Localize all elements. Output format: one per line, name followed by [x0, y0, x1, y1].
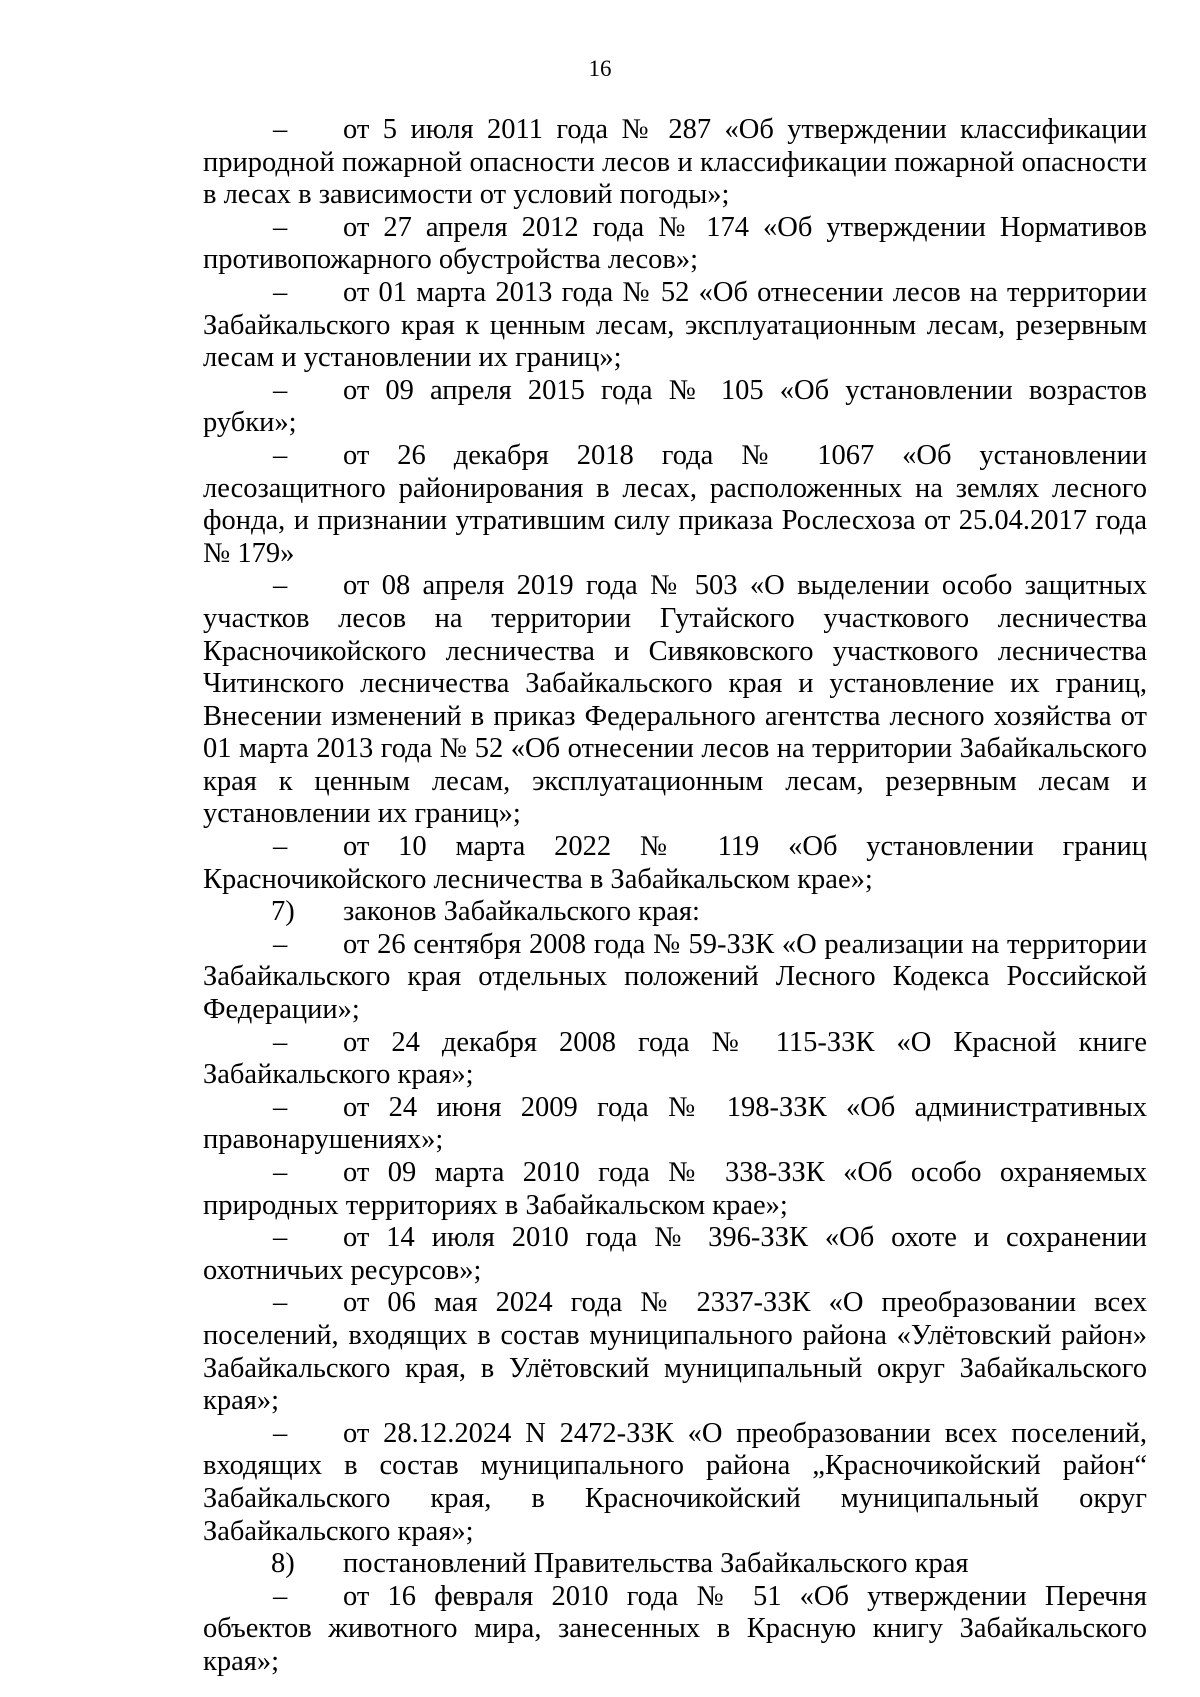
- list-item: [203, 1548, 1147, 1581]
- dash-marker: –: [273, 570, 288, 602]
- list-item: [203, 375, 1147, 440]
- list-item-text: от 14 июля 2010 года № 396-ЗЗК «Об охоте и сохранении охотничьих ресурсов»;: [203, 1222, 1147, 1286]
- list-item-text: от 5 июля 2011 года № 287 «Об утверждении классификации природной пожарной опасности лесов и классификации пожарной опасности в лесах в зависимости от условий погоды»;: [203, 114, 1147, 211]
- list-item: [203, 277, 1147, 375]
- dash-marker: –: [273, 1157, 288, 1188]
- list-item-text: от 24 июня 2009 года № 198-ЗЗК «Об административных правонарушениях»;: [203, 1091, 1147, 1156]
- list-item-text: от 27 апреля 2012 года № 174 «Об утверждении Нормативов противопожарного обустройства лесов»;: [203, 211, 1147, 276]
- list-item: [203, 1581, 1147, 1679]
- dash-marker: –: [273, 276, 288, 308]
- dash-marker: –: [273, 1222, 288, 1254]
- list-item-text: постановлений Правительства Забайкальского края: [343, 1548, 969, 1580]
- list-number: 7): [271, 896, 295, 928]
- list-item-text: от 09 марта 2010 года № 338-ЗЗК «Об особо охраняемых природных территориях в Забайкальском крае»;: [203, 1157, 1147, 1221]
- list-item-text: от 24 декабря 2008 года № 115-ЗЗК «О Красной книге Забайкальского края»;: [203, 1026, 1147, 1091]
- list-item-text: от 10 марта 2022 № 119 «Об установлении границ Красночикойского лесничества в Забайкальском крае»;: [203, 831, 1147, 895]
- list-item-text: от 26 сентября 2008 года № 59-ЗЗК «О реализации на территории Забайкальского края отдельных положений Лесного Кодекса Российской Федерации»;: [203, 928, 1147, 1026]
- dash-marker: –: [273, 1091, 288, 1123]
- list-item: [203, 1092, 1147, 1157]
- dash-marker: –: [273, 439, 288, 471]
- dash-marker: –: [273, 211, 288, 243]
- dash-marker: –: [273, 114, 288, 145]
- list-item: [203, 212, 1147, 277]
- list-item-text: от 08 апреля 2019 года № 503 «О выделении особо защитных участков лесов на территории Гутайского участкового лесничества Красночикойского лесничества и Сивяковского участкового лесничества Читинского лесничества Забайкальского края и установление их границ, Внесении изменений в приказ Федерального агентства лесного хозяйства от 01 марта 2013 года № 52 «Об отнесении лесов на территории Забайкальского края к ценным лесам, эксплуатационным лесам, резервным лесам и установлении их границ»;: [203, 570, 1147, 830]
- list-number: 8): [271, 1548, 295, 1580]
- list-item: [203, 1222, 1147, 1287]
- list-item: [203, 1157, 1147, 1222]
- list-item-text: законов Забайкальского края:: [343, 896, 700, 928]
- list-item: [203, 440, 1147, 570]
- list-item: [203, 570, 1147, 831]
- dash-marker: –: [273, 928, 288, 960]
- dash-marker: –: [273, 1026, 288, 1058]
- list-item-text: от 01 марта 2013 года № 52 «Об отнесении лесов на территории Забайкальского края к ценным лесам, эксплуатационным лесам, резервным лесам и установлении их границ»;: [203, 276, 1147, 374]
- list-item: [203, 929, 1147, 1027]
- list-item: [203, 114, 1147, 212]
- list-item: [203, 1027, 1147, 1092]
- list-item-text: от 06 мая 2024 года № 2337-ЗЗК «О преобразовании всех поселений, входящих в состав муниципального района «Улётовский район» Забайкальского края, в Улётовский муниципальный округ Забайкальского края»;: [203, 1287, 1147, 1417]
- list-item-text: от 16 февраля 2010 года № 51 «Об утверждении Перечня объектов животного мира, занесенных в Красную книгу Забайкальского края»;: [203, 1580, 1147, 1677]
- dash-marker: –: [273, 831, 288, 863]
- list-item-text: от 26 декабря 2018 года № 1067 «Об установлении лесозащитного районирования в лесах, расположенных на землях лесного фонда, и признании утратившим силу приказа Рослесхоза от 25.04.2017 года № 179»: [203, 439, 1147, 569]
- list-item: [203, 831, 1147, 896]
- document-body: [203, 114, 1147, 1679]
- list-item: [203, 1418, 1147, 1548]
- list-item: [203, 896, 1147, 929]
- list-item-text: от 09 апреля 2015 года № 105 «Об установлении возрастов рубки»;: [203, 374, 1147, 439]
- dash-marker: –: [273, 374, 288, 406]
- list-item: [203, 1287, 1147, 1417]
- list-item-text: от 28.12.2024 N 2472-ЗЗК «О преобразовании всех поселений, входящих в состав муниципального района „Красночикойский район“ Забайкальского края, в Красночикойский муниципальный округ Забайкальского края»;: [203, 1417, 1147, 1547]
- dash-marker: –: [273, 1287, 288, 1319]
- dash-marker: –: [273, 1417, 288, 1449]
- page-number: 16: [588, 56, 612, 81]
- dash-marker: –: [273, 1580, 288, 1612]
